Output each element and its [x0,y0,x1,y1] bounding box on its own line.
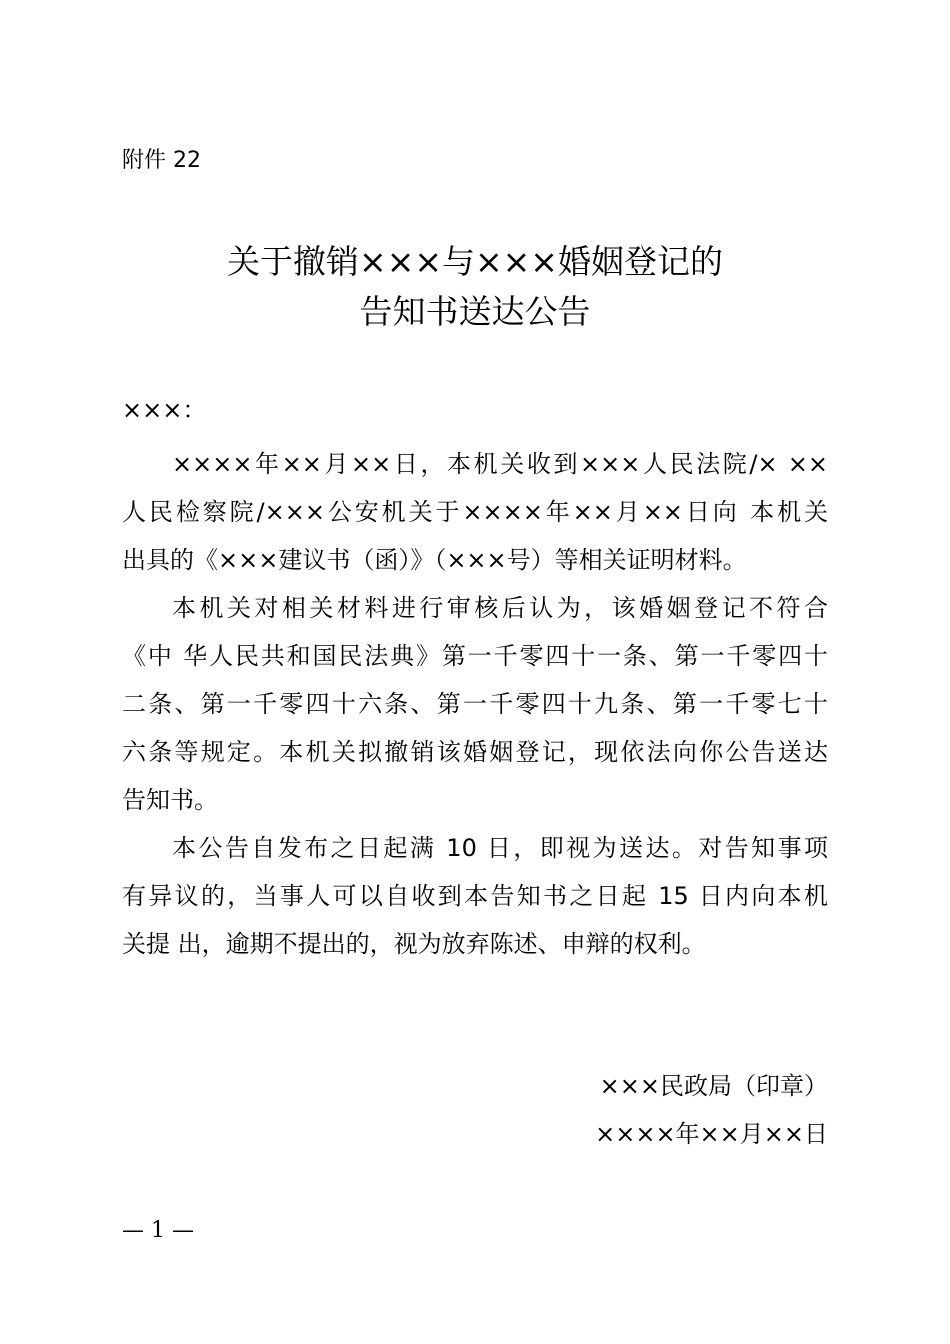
document-title-line-2: 告知书送达公告 [359,292,591,331]
body-line: 人民检察院/×××公安机关于××××年××月××日向 本机关 [122,498,828,526]
body-line: 本公告自发布之日起满 10 日，即视为送达。对告知事项 [172,834,828,862]
body-line: 告知书。 [122,786,218,814]
issuer-signature: ×××民政局（印章） [599,1072,828,1100]
body-line: 二条、第一千零四十六条、第一千零四十九条、第一千零七十 [122,690,828,718]
salutation: ×××： [122,396,207,424]
body-line: 本机关对相关材料进行审核后认为，该婚姻登记不符合 [172,594,828,622]
body-line: 关提 出，逾期不提出的，视为放弃陈述、申辩的权利。 [122,930,706,958]
document-title-line-1: 关于撤销×××与×××婚姻登记的 [227,242,723,281]
body-line: ××××年××月××日，本机关收到×××人民法院/× ×× [172,450,828,478]
attachment-label: 附件 22 [122,148,201,173]
issue-date: ××××年××月××日 [595,1120,828,1148]
body-line: 《中 华人民共和国民法典》第一千零四十一条、第一千零四十 [122,642,828,670]
body-line: 六条等规定。本机关拟撤销该婚姻登记，现依法向你公告送达 [122,738,828,766]
page-number: — 1 — [122,1218,194,1243]
body-line: 出具的《×××建议书（函）》（×××号）等相关证明材料。 [122,546,747,574]
body-line: 有异议的，当事人可以自收到本告知书之日起 15 日内向本机 [122,882,828,910]
